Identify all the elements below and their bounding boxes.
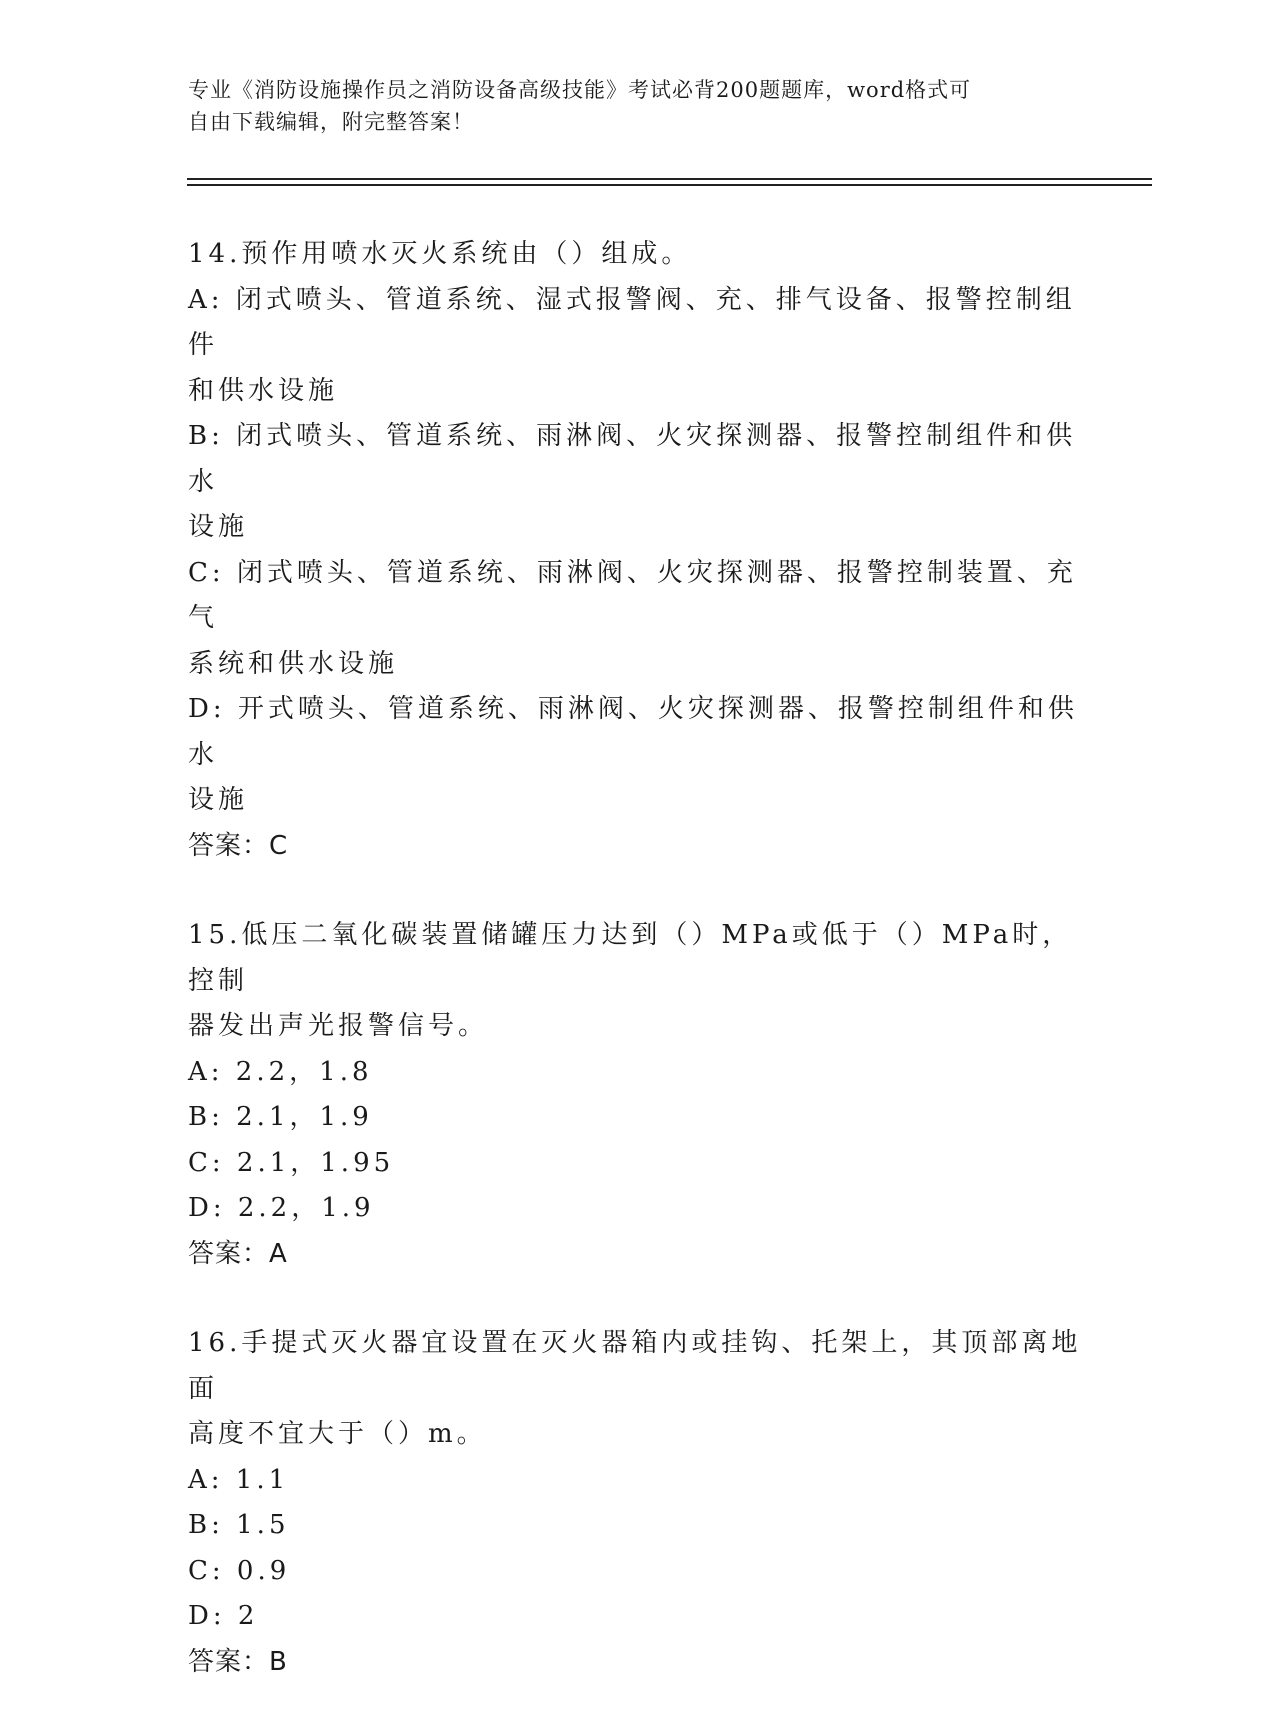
question-15 <box>188 913 1088 1277</box>
question-list <box>188 232 1088 1729</box>
option-line: A: 1.1 <box>188 1464 290 1495</box>
question-stem: 器发出声光报警信号。 <box>188 1011 489 1041</box>
option-line: 设施 <box>188 512 249 542</box>
question-stem: 14.预作用喷水灭火系统由（）组成。 <box>188 239 692 269</box>
option-line: B: 2.1，1.9 <box>188 1102 373 1132</box>
question-stem: 16.手提式灭火器宜设置在灭火器箱内或挂钩、托架上，其顶部离地面 <box>188 1328 1082 1404</box>
option-line: D: 2.2，1.9 <box>188 1193 375 1223</box>
option-line: C: 2.1，1.95 <box>188 1147 395 1178</box>
answer-label: 答案：A <box>188 1238 288 1269</box>
question-stem: 15.低压二氧化碳装置储罐压力达到（）MPa或低于（）MPa时，控制 <box>188 920 1073 996</box>
option-line: B: 闭式喷头、管道系统、雨淋阀、火灾探测器、报警控制组件和供水 <box>188 421 1077 497</box>
option-line: 和供水设施 <box>188 375 339 406</box>
option-line: 设施 <box>188 785 249 815</box>
option-line: 系统和供水设施 <box>188 648 399 679</box>
header-line-1: 专业《消防设施操作员之消防设备高级技能》考试必背200题题库，word格式可 <box>188 78 972 102</box>
header-divider-bottom <box>187 184 1152 186</box>
header-line-2: 自由下载编辑，附完整答案！ <box>188 110 474 134</box>
question-16 <box>188 1321 1088 1685</box>
option-line: A: 2.2，1.8 <box>188 1056 373 1087</box>
option-line: D: 开式喷头、管道系统、雨淋阀、火灾探测器、报警控制组件和供水 <box>188 694 1078 770</box>
document-header <box>188 74 1068 138</box>
option-line: D: 2 <box>188 1601 259 1631</box>
answer-label: 答案：C <box>188 830 289 861</box>
option-line: B: 1.5 <box>188 1510 290 1540</box>
question-14 <box>188 232 1088 869</box>
header-divider-top <box>187 178 1152 180</box>
answer-label: 答案：B <box>188 1646 288 1677</box>
option-line: C: 闭式喷头、管道系统、雨淋阀、火灾探测器、报警控制装置、充气 <box>188 557 1077 633</box>
question-stem: 高度不宜大于（）m。 <box>188 1419 487 1449</box>
option-line: C: 0.9 <box>188 1555 291 1586</box>
option-line: A: 闭式喷头、管道系统、湿式报警阀、充、排气设备、报警控制组件 <box>188 284 1076 360</box>
